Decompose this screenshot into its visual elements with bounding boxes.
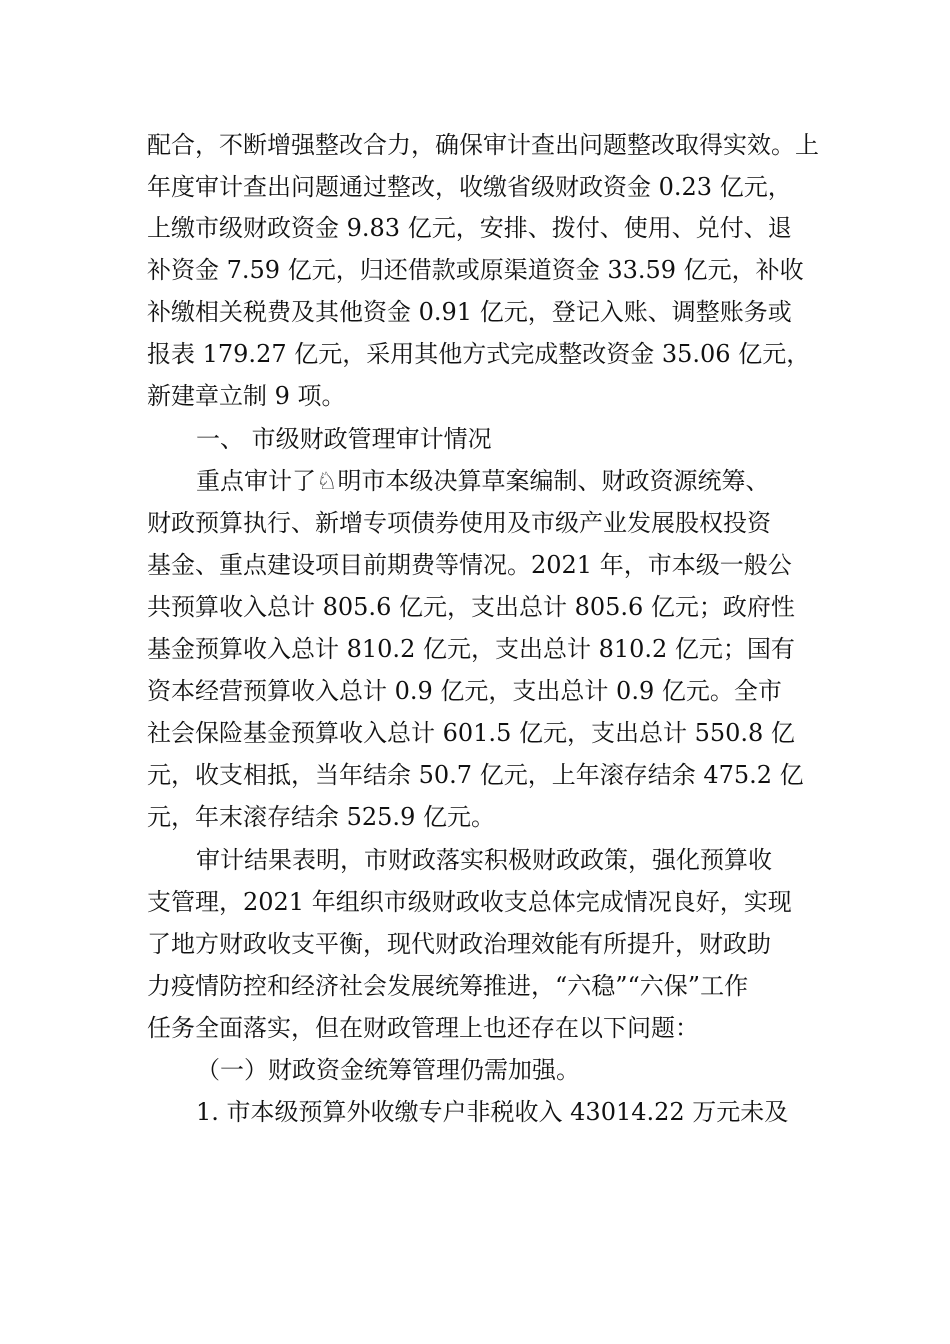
text-line: 报表 179.27 亿元，采用其他方式完成整改资金 35.06 亿元， [147,340,811,368]
text-line: 补资金 7.59 亿元，归还借款或原渠道资金 33.59 亿元，补收 [147,256,804,284]
text-line: 基金预算收入总计 810.2 亿元，支出总计 810.2 亿元；国有 [147,635,795,663]
list-item: 1. 市本级预算外收缴专户非税收入 43014.22 万元未及 [196,1098,789,1126]
text-line: 年度审计查出问题通过整改，收缴省级财政资金 0.23 亿元， [147,173,792,201]
text-line: 配合，不断增强整改合力，确保审计查出问题整改取得实效。上 [147,131,819,159]
text-line: 元，年末滚存结余 525.9 亿元。 [147,803,495,831]
text-line: 上缴市级财政资金 9.83 亿元，安排、拨付、使用、兑付、退 [147,214,792,242]
text-line: 力疫情防控和经济社会发展统筹推进，“六稳”“六保”工作 [147,972,749,1000]
text-line: 共预算收入总计 805.6 亿元，支出总计 805.6 亿元；政府性 [147,593,795,621]
section-heading: 一、 市级财政管理审计情况 [196,425,492,453]
text-line: 社会保险基金预算收入总计 601.5 亿元，支出总计 550.8 亿 [147,719,795,747]
subsection-heading: （一）财政资金统筹管理仍需加强。 [196,1056,580,1084]
text-line: 了地方财政收支平衡，现代财政治理效能有所提升，财政助 [147,930,771,958]
text-line: 元，收支相抵，当年结余 50.7 亿元，上年滚存结余 475.2 亿 [147,761,804,789]
paragraph-first-line: 重点审计了♘明市本级决算草案编制、财政资源统筹、 [196,467,770,495]
text-line: 补缴相关税费及其他资金 0.91 亿元，登记入账、调整账务或 [147,298,792,326]
text-line: 支管理，2021 年组织市级财政收支总体完成情况良好，实现 [147,888,792,916]
text-line: 财政预算执行、新增专项债券使用及市级产业发展股权投资 [147,509,771,537]
text-line: 新建章立制 9 项。 [147,382,346,410]
text-line: 基金、重点建设项目前期费等情况。2021 年，市本级一般公 [147,551,792,579]
text-line: 任务全面落实，但在财政管理上也还存在以下问题： [147,1014,699,1042]
paragraph-first-line: 审计结果表明，市财政落实积极财政政策，强化预算收 [196,846,772,874]
text-line: 资本经营预算收入总计 0.9 亿元，支出总计 0.9 亿元。全市 [147,677,782,705]
